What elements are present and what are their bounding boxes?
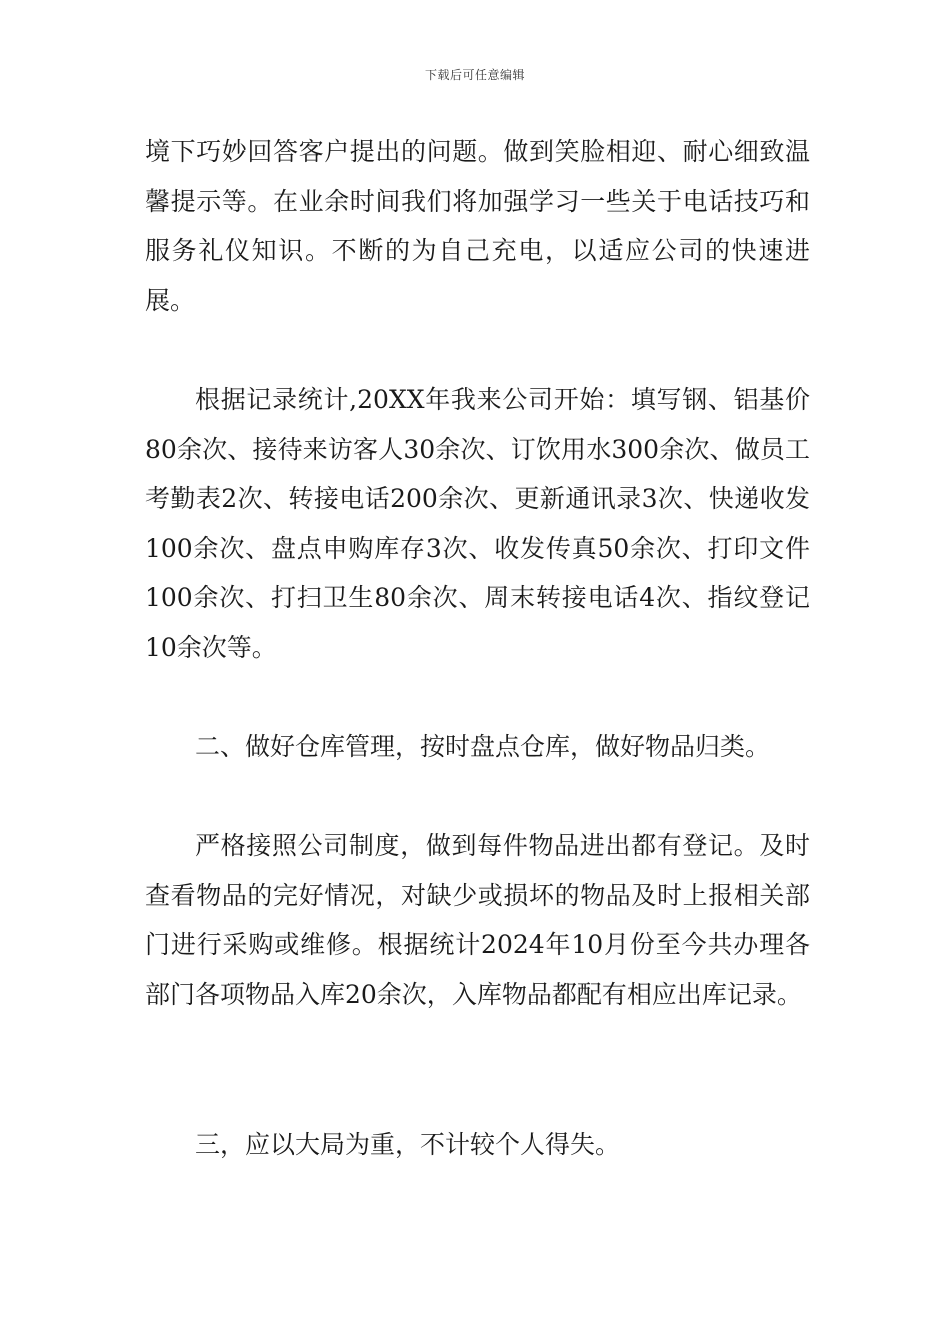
paragraph-continuation: 境下巧妙回答客户提出的问题。做到笑脸相迎、耐心细致温馨提示等。在业余时间我们将加强学习一些关于电话技巧和服务礼仪知识。不断的为自己充电，以适应公司的快速进展。 [145,137,810,315]
section-heading-overall: 三，应以大局为重，不计较个人得失。 [195,1130,621,1159]
section-heading-warehouse: 二、做好仓库管理，按时盘点仓库，做好物品归类。 [195,732,771,761]
header-note: 下载后可任意编辑 [424,68,525,82]
paragraph-statistics: 根据记录统计,20XX年我来公司开始：填写钢、铝基价80余次、接待来访客人30余次、订饮用水300余次、做员工考勤表2次、转接电话200余次、更新通讯录3次、快递收发100余次、盘点申购库存3次、收发传真50余次、打印文件100余次、打扫卫生80余次、周末转接电话4次、指纹登记10余次等。 [145,385,810,662]
paragraph-warehouse: 严格接照公司制度，做到每件物品进出都有登记。及时查看物品的完好情况，对缺少或损坏的物品及时上报相关部门进行采购或维修。根据统计2024年10月份至今共办理各部门各项物品入库20余次，入库物品都配有相应出库记录。 [145,831,810,1009]
